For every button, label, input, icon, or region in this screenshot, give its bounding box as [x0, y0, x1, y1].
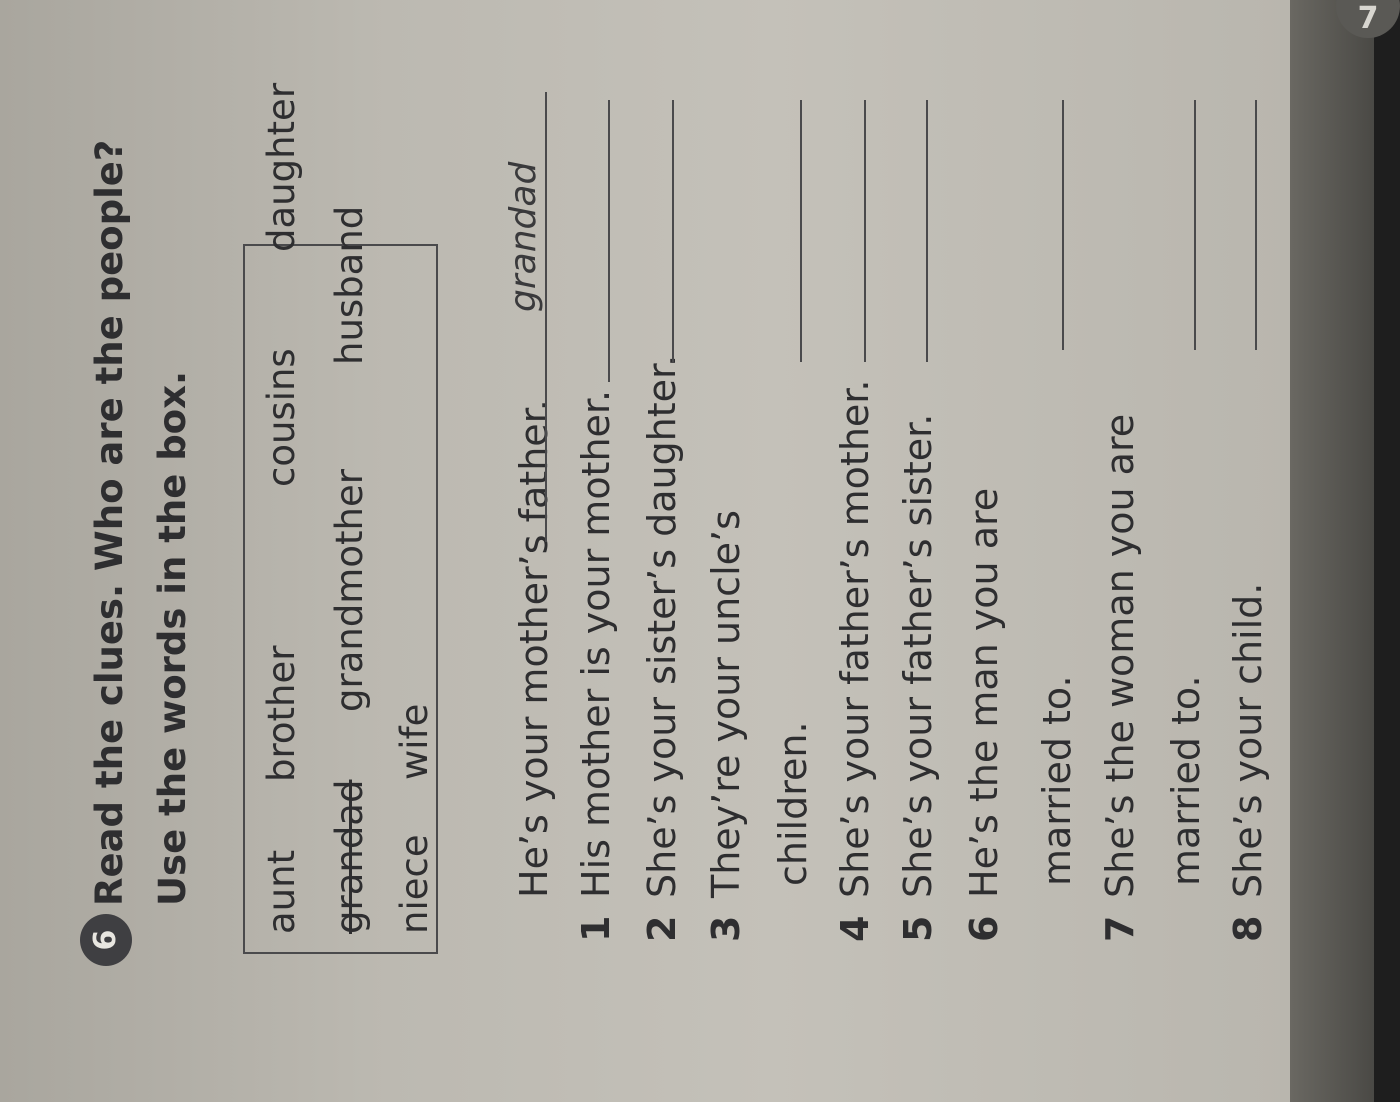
clue-text: She’s your father’s sister. — [896, 413, 940, 898]
word-box-word: wife — [393, 703, 436, 780]
answer-line[interactable] — [864, 100, 866, 362]
clue-text: She’s the woman you are — [1098, 413, 1142, 898]
instruction-text: Read the clues. Who are the people? Use the words in the box. — [88, 139, 194, 906]
answer-line[interactable] — [926, 100, 928, 362]
exercise-number: 6 — [80, 914, 132, 966]
word-box-word: daughter — [260, 82, 303, 252]
answer-example: grandad — [503, 161, 544, 312]
clue-7: 7She’s the woman you are — [1098, 413, 1142, 942]
answer-line[interactable] — [1194, 100, 1196, 350]
clue-text: He’s the man you are — [962, 487, 1006, 898]
clue-text: She’s your sister’s daughter. — [640, 354, 684, 898]
word-box-word: aunt — [260, 849, 303, 934]
clue-text: She’s your child. — [1226, 582, 1270, 898]
answer-line — [545, 92, 547, 542]
clue-text: He’s your mother’s father. — [512, 399, 556, 898]
clue-3: 3They’re your uncle’s — [704, 510, 748, 942]
clue-7-continuation: married to. — [1164, 675, 1208, 886]
next-exercise-badge: 7 — [1336, 0, 1400, 38]
clue-2: 2She’s your sister’s daughter. — [640, 354, 684, 942]
answer-line[interactable] — [1062, 100, 1064, 350]
clue-6-continuation: married to. — [1035, 675, 1079, 886]
clue-6: 6He’s the man you are — [962, 487, 1006, 942]
answer-line[interactable] — [1255, 100, 1257, 350]
answer-line[interactable] — [672, 100, 674, 362]
word-box-word-crossed-out: grandad — [328, 779, 371, 934]
answer-line[interactable] — [608, 100, 610, 382]
clue-text: They’re your uncle’s — [704, 510, 748, 898]
clue-text: She’s your father’s mother. — [833, 379, 877, 898]
clue-text: His mother is your mother. — [574, 389, 618, 898]
clue-1: 1His mother is your mother. — [574, 389, 618, 942]
word-box-word: husband — [328, 205, 371, 365]
answer-line[interactable] — [800, 100, 802, 362]
word-box-word: cousins — [260, 348, 303, 487]
clue-4: 4She’s your father’s mother. — [833, 379, 877, 942]
clue-example — [512, 399, 556, 942]
clue-3-continuation: children. — [771, 721, 815, 886]
word-box-word: niece — [393, 834, 436, 934]
word-box-word: brother — [260, 645, 303, 782]
word-box-word: grandmother — [328, 469, 371, 712]
clue-8: 8She’s your child. — [1226, 582, 1270, 942]
clue-5: 5She’s your father’s sister. — [896, 413, 940, 942]
